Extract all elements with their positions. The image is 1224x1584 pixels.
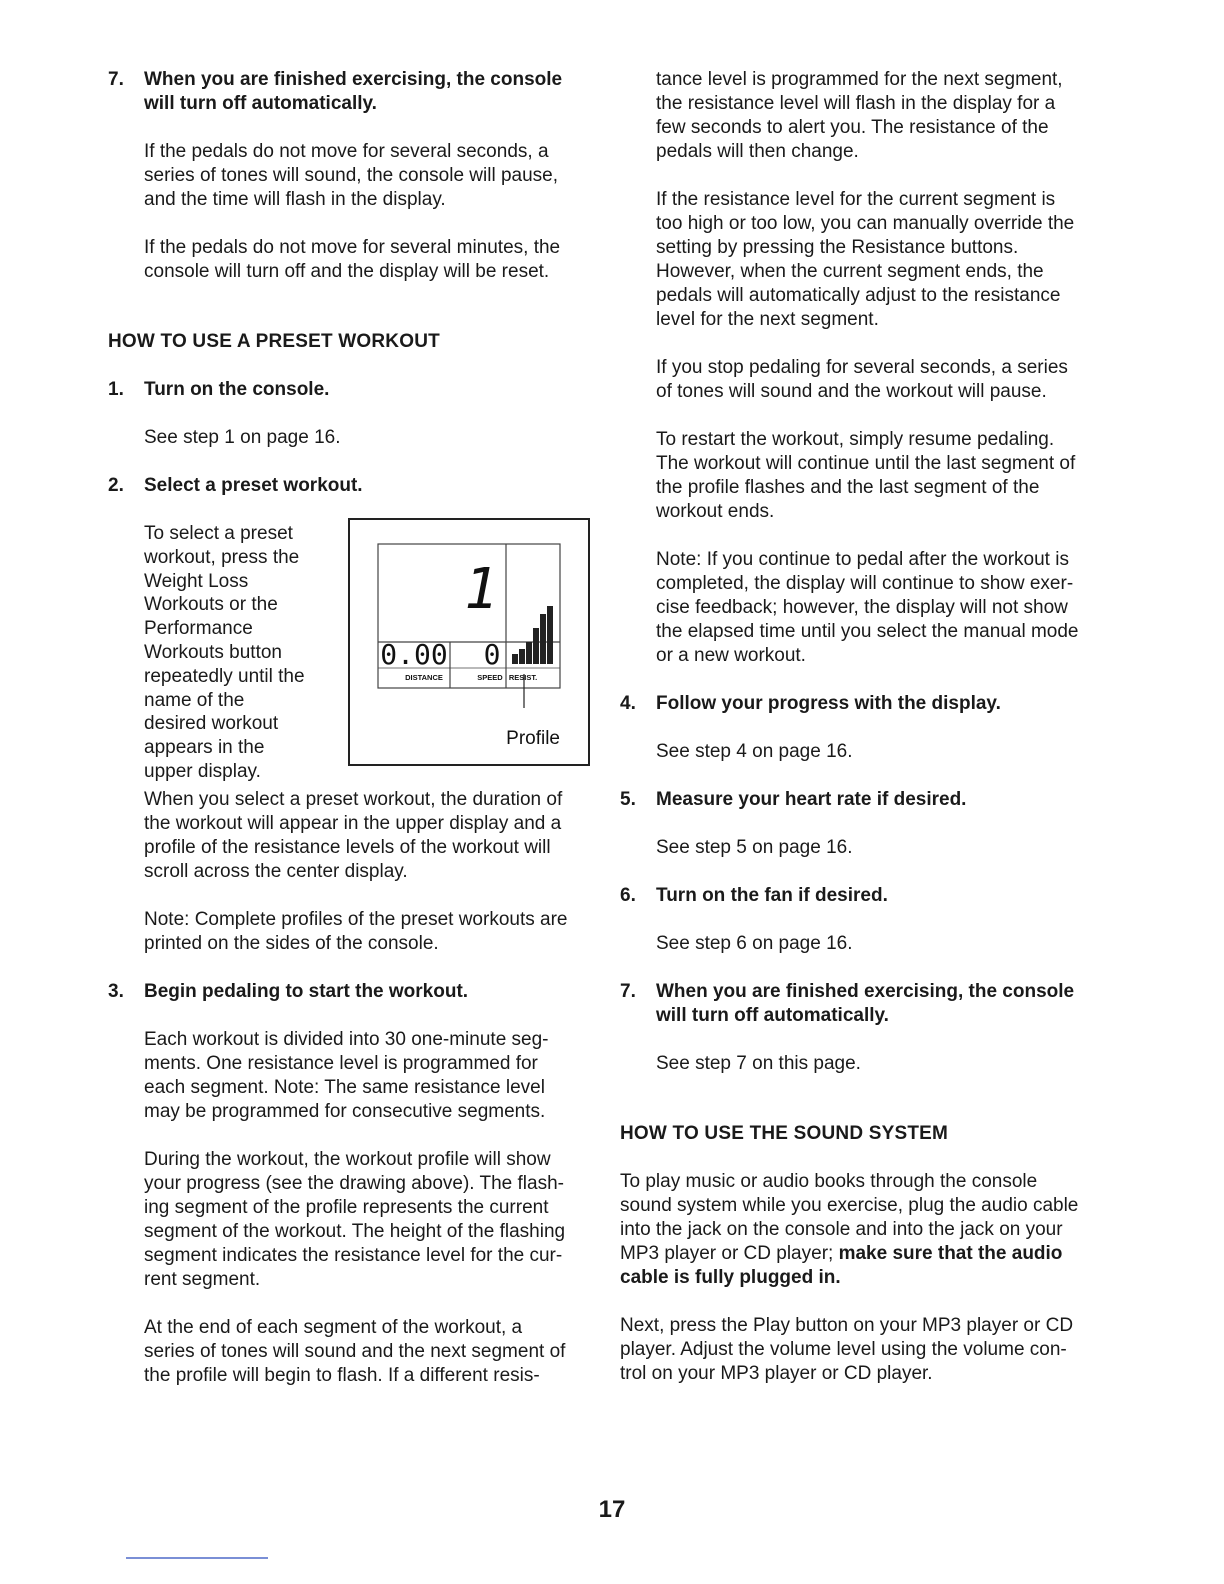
profile-bar [547,606,553,664]
section-heading-sound-system: HOW TO USE THE SOUND SYSTEM [620,1123,949,1144]
scan-artifact-line [126,1557,268,1559]
label-speed: SPEED [477,673,503,682]
step-number: 4. [620,693,636,714]
right-paragraph-5: Note: If you continue to pedal after the workout is completed, the display will continue to show exer- cise feedback; however, the display will not show the elapsed time until you select the manual mode or a new workout. [656,549,1079,666]
right-step-7-paragraph: See step 7 on this page. [656,1053,861,1074]
right-paragraph-2: If the resistance level for the current segment is too high or too low, you can manually override the setting by pressing the Resistance buttons. However, when the current segment ends, the pedals will automatically adjust to the resistance level for the next segment. [656,189,1075,330]
step-6-title: 6. Turn on the fan if desired. [620,885,888,906]
profile-bar [519,649,525,664]
step-6-paragraph: See step 6 on page 16. [656,933,853,954]
sound-paragraph-1: To play music or audio books through the console sound system while you exercise, plug the audio cable into the jack on the console and into the jack on your MP3 player or CD player; make sure that the audio cable is fully plugged in. [620,1171,1079,1288]
page-number: 17 [598,1496,626,1523]
right-paragraph-4: To restart the workout, simply resume pedaling. The workout will continue until the last segment of the profile flashes and the last segment of the workout ends. [656,429,1076,522]
step-number: 7. [620,981,636,1002]
step-2-figure-block [108,522,598,788]
step-number: 5. [620,789,636,810]
step-3-paragraph-3: At the end of each segment of the workout, a series of tones will sound and the next segment of the profile will begin to flash. If a different resis- [144,1317,566,1386]
step-5-paragraph: See step 5 on page 16. [656,837,853,858]
profile-bar [540,614,546,664]
step-title-line: When you are finished exercising, the console [144,69,563,90]
right-paragraph-1: tance level is programmed for the next segment, the resistance level will flash in the display for a few seconds to alert you. The resistance of the pedals will then change. [656,69,1063,162]
profile-bar [526,642,532,664]
step-4-title: 4. Follow your progress with the display. [620,693,1001,714]
step-2-paragraph-1: When you select a preset workout, the duration of the workout will appear in the upper display and a profile of the resistance levels of the workout will scroll across the center display. [144,789,563,882]
speed-digit: 0 [483,638,501,671]
step-number: 2. [108,475,124,496]
step-title-line: will turn off automatically. [144,93,377,114]
step-number: 3. [108,981,124,1002]
step-2-title: 2. Select a preset workout. [108,475,363,496]
step-7-paragraph-2: If the pedals do not move for several minutes, the console will turn off and the display will be reset. [144,237,561,282]
upper-display-digit: 1 [464,557,498,622]
step-2-paragraph-2: Note: Complete profiles of the preset workouts are printed on the sides of the console. [144,909,568,954]
console-display-figure [348,518,590,766]
step-3-title: 3. Begin pedaling to start the workout. [108,981,469,1002]
step-5-title: 5. Measure your heart rate if desired. [620,789,967,810]
right-column [620,68,1110,1386]
step-3-paragraph-1: Each workout is divided into 30 one-minute seg- ments. One resistance level is programmed for each segment. Note: The same resistance level may be programmed for consecutive segments. [144,1029,549,1122]
step-number: 1. [108,379,124,400]
label-resist: RESIST. [508,673,538,682]
step-2-figure-text: To select a preset workout, press the Weight Loss Workouts or the Performance Workouts button repeatedly until the name of the desired workout appears in the upper display. [144,523,305,782]
section-heading-preset-workout: HOW TO USE A PRESET WORKOUT [108,331,440,352]
step-number: 6. [620,885,636,906]
step-1-paragraph: See step 1 on page 16. [144,427,341,448]
step-4-paragraph: See step 4 on page 16. [656,741,853,762]
step-7-paragraph-1: If the pedals do not move for several seconds, a series of tones will sound, the console will pause, and the time will flash in the display. [144,141,559,210]
right-step-7-title: 7. When you are finished exercising, the console will turn off automatically. [620,981,1075,1026]
profile-callout-label: Profile [506,728,560,749]
step-1-title: 1. Turn on the console. [108,379,330,400]
label-distance: DISTANCE [405,673,443,682]
sound-emphasis: cable is fully plugged in. [620,1267,841,1288]
sound-paragraph-2: Next, press the Play button on your MP3 player or CD player. Adjust the volume level using the volume con- trol on your MP3 player or CD player. [620,1315,1074,1384]
right-paragraph-3: If you stop pedaling for several seconds, a series of tones will sound and the workout will pause. [656,357,1068,402]
profile-bar [533,628,539,664]
profile-bar [512,654,518,664]
step-3-paragraph-2: During the workout, the workout profile will show your progress (see the drawing above). The flash- ing segment of the profile represents the current segment of the workout. The height of the flashing segment indicates the resistance level for the cur- rent segment. [144,1149,566,1290]
left-column [108,68,598,1388]
step-number: 7. [108,69,124,90]
distance-digits: 0.00 [380,638,448,671]
step-7-title [108,68,598,116]
sound-emphasis: make sure that the audio [838,1243,1063,1264]
